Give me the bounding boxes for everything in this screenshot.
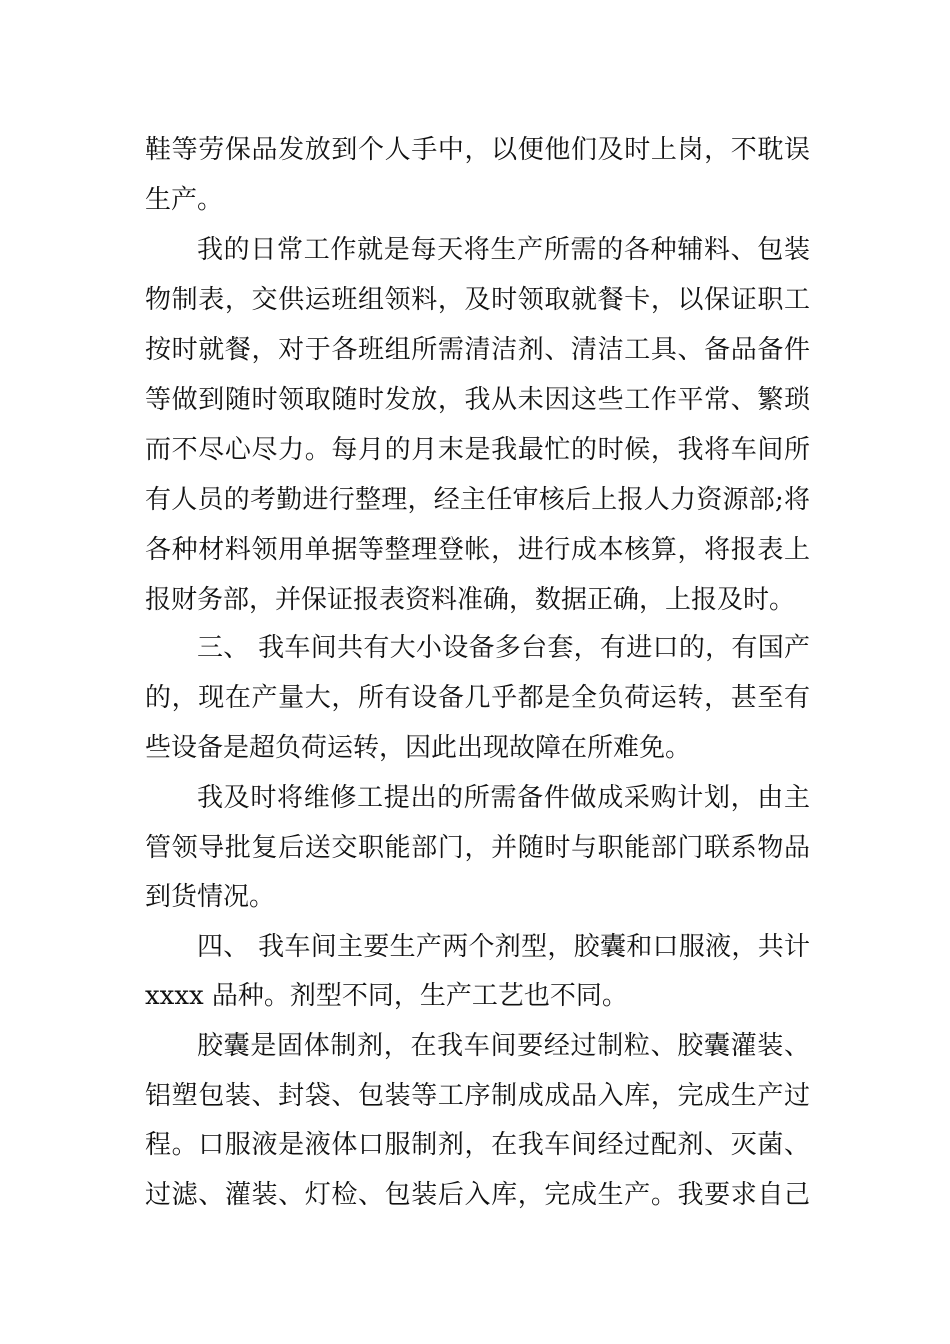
text-line-17: 四、 我车间主要生产两个剂型，胶囊和口服液，共计 bbox=[197, 932, 810, 962]
text-line-7: 而不尽心尽力。每月的月末是我最忙的时候，我将车间所 bbox=[145, 435, 810, 465]
text-line-12: 的，现在产量大，所有设备几乎都是全负荷运转，甚至有 bbox=[145, 683, 810, 713]
text-line-1: 鞋等劳保品发放到个人手中，以便他们及时上岗，不耽误 bbox=[145, 135, 810, 165]
text-line-4: 物制表，交供运班组领料，及时领取就餐卡，以保证职工 bbox=[145, 285, 810, 315]
text-line-10: 报财务部，并保证报表资料准确，数据正确，上报及时。 bbox=[145, 585, 796, 615]
text-line-2: 生产。 bbox=[145, 185, 224, 215]
text-line-9: 各种材料领用单据等整理登帐，进行成本核算，将报表上 bbox=[145, 535, 810, 565]
text-line-14: 我及时将维修工提出的所需备件做成采购计划，由主 bbox=[197, 783, 810, 813]
text-line-18: xxxx 品种。剂型不同，生产工艺也不同。 bbox=[145, 981, 628, 1011]
text-line-5: 按时就餐，对于各班组所需清洁剂、清洁工具、备品备件 bbox=[145, 335, 810, 365]
text-line-22: 过滤、灌装、灯检、包装后入库，完成生产。我要求自己 bbox=[145, 1180, 810, 1210]
text-line-6: 等做到随时领取随时发放，我从未因这些工作平常、繁琐 bbox=[145, 385, 810, 415]
text-line-16: 到货情况。 bbox=[145, 882, 276, 912]
text-line-21: 程。口服液是液体口服制剂，在我车间经过配剂、灭菌、 bbox=[145, 1130, 810, 1160]
text-line-20: 铝塑包装、封袋、包装等工序制成成品入库，完成生产过 bbox=[145, 1081, 810, 1111]
text-line-3: 我的日常工作就是每天将生产所需的各种辅料、包装 bbox=[197, 235, 810, 265]
text-line-15: 管领导批复后送交职能部门，并随时与职能部门联系物品 bbox=[145, 833, 810, 863]
text-line-19: 胶囊是固体制剂，在我车间要经过制粒、胶囊灌装、 bbox=[197, 1031, 810, 1061]
text-line-8: 有人员的考勤进行整理，经主任审核后上报人力资源部;将 bbox=[145, 485, 810, 515]
text-line-11: 三、 我车间共有大小设备多台套，有进口的，有国产 bbox=[197, 633, 810, 663]
text-line-13: 些设备是超负荷运转，因此出现故障在所难免。 bbox=[145, 733, 692, 763]
